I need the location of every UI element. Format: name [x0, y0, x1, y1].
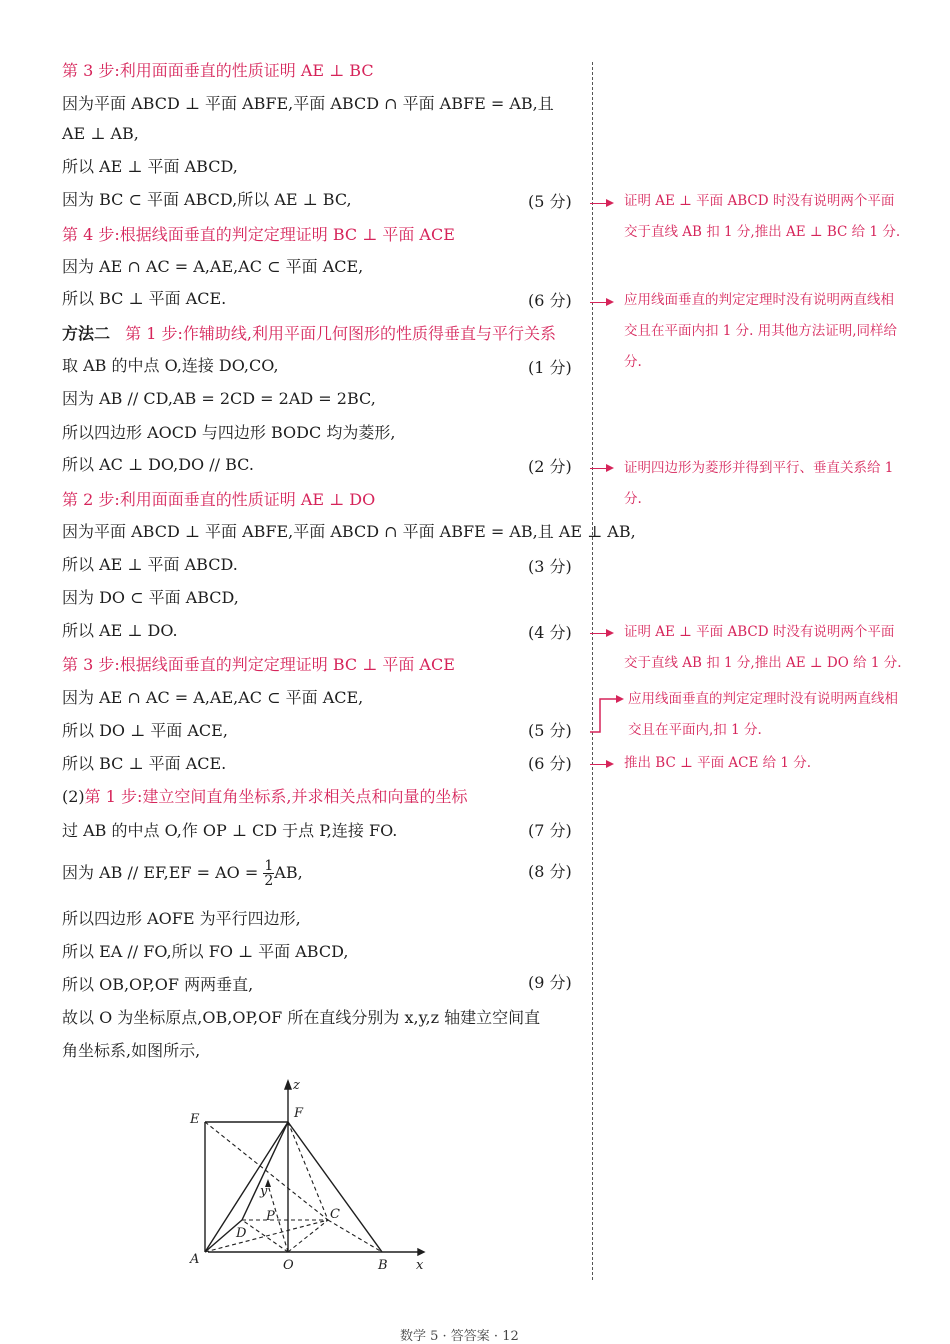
arrow-icon: [590, 203, 612, 204]
coordinate-figure: [180, 1075, 430, 1275]
grading-note: 证明 AE ⊥ 平面 ABCD 时没有说明两个平面交于直线 AB 扣 1 分,推出 AE ⊥ DO 给 1 分.: [624, 624, 902, 671]
text-line: 所以 AE ⊥ 平面 ABCD.: [62, 555, 238, 574]
label-P: P: [266, 1209, 275, 1224]
arrow-icon: [590, 764, 612, 765]
label-A: A: [190, 1252, 200, 1267]
part-number: (2): [62, 787, 85, 806]
text-line: AE ⊥ AB,: [62, 124, 139, 143]
edge-FB: [288, 1122, 382, 1252]
score-label: (8 分): [528, 862, 572, 881]
text-line: 因为 DO ⊂ 平面 ABCD,: [62, 588, 239, 607]
label-F: F: [294, 1106, 304, 1121]
part-heading: [62, 787, 468, 807]
column-divider: [592, 62, 593, 1280]
text-line: 取 AB 的中点 O,连接 DO,CO,: [62, 356, 279, 375]
fraction-numerator: 1: [264, 858, 274, 874]
arrow-icon: [590, 633, 612, 634]
label-O: O: [283, 1258, 294, 1273]
score-label: (6 分): [528, 754, 572, 773]
step-heading: 第 2 步:利用面面垂直的性质证明 AE ⊥ DO: [62, 490, 376, 509]
text-line: 所以 DO ⊥ 平面 ACE,: [62, 721, 228, 740]
edge-FA: [205, 1122, 288, 1252]
method-heading: [62, 324, 556, 344]
label-E: E: [190, 1112, 200, 1127]
score-label: (6 分): [528, 291, 572, 310]
label-C: C: [330, 1207, 340, 1222]
text-line: 所以四边形 AOCD 与四边形 BODC 均为菱形,: [62, 423, 396, 442]
text-line: 所以 OB,OP,OF 两两垂直,: [62, 975, 254, 994]
fraction: [263, 859, 274, 888]
text-line: 所以 AE ⊥ 平面 ABCD,: [62, 157, 238, 176]
text-line: 因为平面 ABCD ⊥ 平面 ABFE,平面 ABCD ∩ 平面 ABFE = AB,且 AE ⊥ AB,: [62, 522, 636, 541]
text-line: 所以 AC ⊥ DO,DO // BC.: [62, 455, 254, 474]
step-heading: 第 3 步:利用面面垂直的性质证明 AE ⊥ BC: [62, 61, 374, 80]
text-line: 所以 BC ⊥ 平面 ACE.: [62, 289, 227, 308]
score-label: (5 分): [528, 192, 572, 211]
edge-OD: [242, 1220, 288, 1252]
text-line: 因为 AE ∩ AC = A,AE,AC ⊂ 平面 ACE,: [62, 257, 364, 276]
edge-FC: [288, 1122, 328, 1220]
text-line: 因为 AB // CD,AB = 2CD = 2AD = 2BC,: [62, 389, 376, 408]
text-line: 过 AB 的中点 O,作 OP ⊥ CD 于点 P,连接 FO.: [62, 821, 398, 840]
text-line: 所以四边形 AOFE 为平行四边形,: [62, 909, 301, 928]
score-label: (7 分): [528, 821, 572, 840]
text-line: 因为 BC ⊂ 平面 ABCD,所以 AE ⊥ BC,: [62, 190, 352, 209]
fraction-denominator: 2: [264, 873, 274, 889]
score-label: (2 分): [528, 457, 572, 476]
text-line: 所以 EA // FO,所以 FO ⊥ 平面 ABCD,: [62, 942, 349, 961]
grading-note: 证明四边形为菱形并得到平行、垂直关系给 1 分.: [624, 460, 894, 507]
grading-note: 应用线面垂直的判定定理时没有说明两直线相交且在平面内扣 1 分. 用其他方法证明,同样给分.: [624, 292, 898, 370]
text-line: 因为 AE ∩ AC = A,AE,AC ⊂ 平面 ACE,: [62, 688, 364, 707]
method-label: 方法二: [62, 324, 111, 343]
text-line: 所以 BC ⊥ 平面 ACE.: [62, 754, 227, 773]
text-line: 所以 AE ⊥ DO.: [62, 621, 178, 640]
label-B: B: [378, 1258, 388, 1273]
label-z: z: [293, 1078, 300, 1093]
grading-note: 推出 BC ⊥ 平面 ACE 给 1 分.: [624, 755, 812, 771]
score-label: (1 分): [528, 358, 572, 377]
score-label: (9 分): [528, 973, 572, 992]
text-segment: 因为 AB // EF,EF = AO =: [62, 863, 259, 882]
grading-note: 证明 AE ⊥ 平面 ABCD 时没有说明两个平面交于直线 AB 扣 1 分,推出 AE ⊥ BC 给 1 分.: [624, 193, 901, 240]
page-footer: 数学 5 · 答答案 · 12: [400, 1329, 519, 1344]
edge-FD: [242, 1122, 288, 1220]
text-line: 因为平面 ABCD ⊥ 平面 ABFE,平面 ABCD ∩ 平面 ABFE = AB,且: [62, 94, 554, 113]
step-heading: 第 1 步:建立空间直角坐标系,并求相关点和向量的坐标: [84, 787, 468, 806]
edge-EC: [205, 1122, 328, 1220]
label-x: x: [416, 1258, 424, 1273]
step-heading: 第 1 步:作辅助线,利用平面几何图形的性质得垂直与平行关系: [125, 324, 556, 343]
text-segment: AB,: [274, 863, 303, 882]
edge-CB: [328, 1220, 382, 1252]
arrow-icon: [590, 468, 612, 469]
grading-note: 应用线面垂直的判定定理时没有说明两直线相交且在平面内,扣 1 分.: [628, 691, 898, 738]
label-y: y: [260, 1184, 268, 1199]
text-line: 故以 O 为坐标原点,OB,OP,OF 所在直线分别为 x,y,z 轴建立空间直: [62, 1008, 541, 1027]
text-line: [62, 858, 303, 888]
z-axis-arrow: [285, 1081, 291, 1089]
arrow-icon: [590, 302, 612, 303]
score-label: (4 分): [528, 623, 572, 642]
text-line: 角坐标系,如图所示,: [62, 1041, 201, 1060]
score-label: (3 分): [528, 557, 572, 576]
x-axis-arrow: [418, 1249, 424, 1255]
step-heading: 第 4 步:根据线面垂直的判定定理证明 BC ⊥ 平面 ACE: [62, 225, 455, 244]
step-heading: 第 3 步:根据线面垂直的判定定理证明 BC ⊥ 平面 ACE: [62, 655, 455, 674]
bracket-arrow-icon: [588, 690, 628, 740]
label-D: D: [236, 1226, 247, 1241]
score-label: (5 分): [528, 721, 572, 740]
